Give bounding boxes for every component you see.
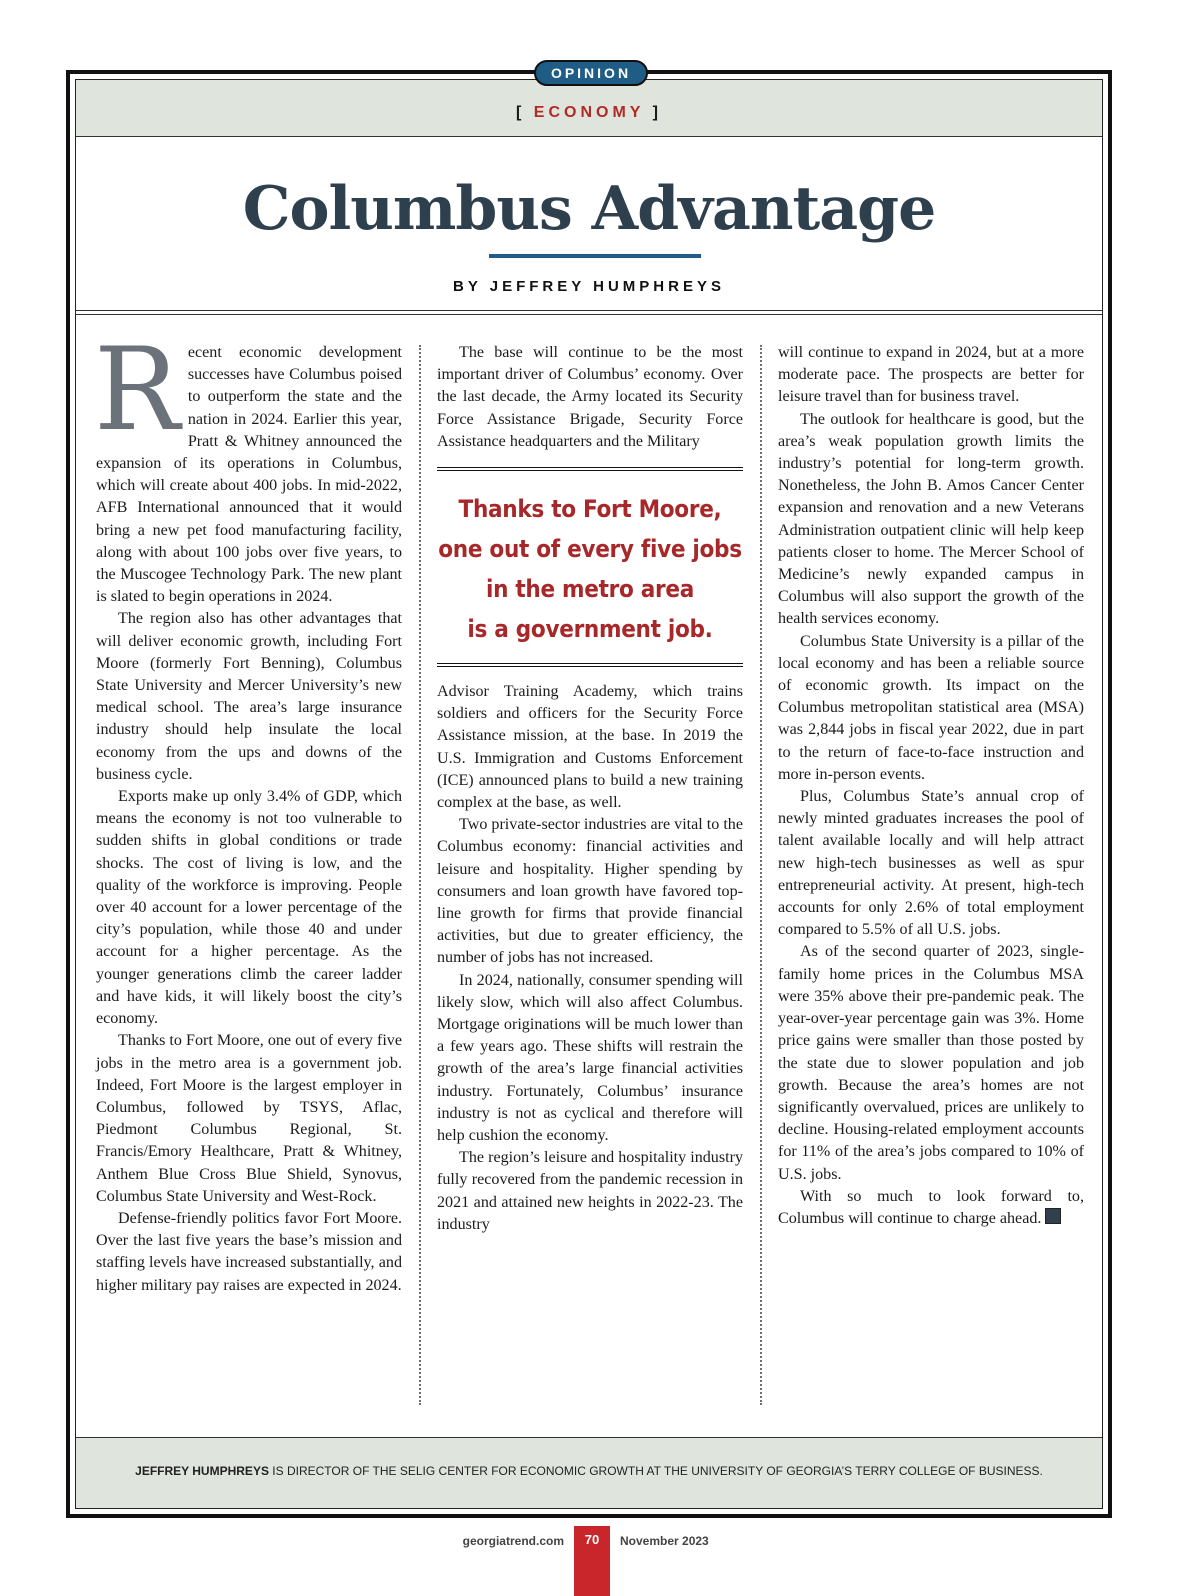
author-bio	[76, 1464, 1102, 1478]
section-bracket-close: ]	[644, 104, 662, 121]
article-column-1	[94, 323, 402, 1297]
end-mark-icon	[1045, 1208, 1061, 1224]
paragraph: Advisor Training Academy, which trains soldiers and officers for the Security Force Assistance mission, at the base. In 2019 the U.S. Immigration and Customs Enforcement (ICE) announced plans to build a new training complex at the base, as well.	[437, 683, 743, 812]
paragraph: The region’s leisure and hospitality industry fully recovered from the pandemic recession in 2021 and attained new heights in 2022-23. The industry	[437, 1149, 743, 1233]
article-inner-frame	[75, 79, 1103, 1509]
footer-issue-date: November 2023	[620, 1534, 709, 1548]
page-footer	[0, 1526, 1200, 1596]
paragraph: The base will continue to be the most important driver of Columbus’ economy. Over the last decade, the Army located its Security Force Assistance Brigade, Security Force Assistance headquarters and the Military	[437, 344, 743, 450]
paragraph: In 2024, nationally, consumer spending will likely slow, which will also affect Columbus. Mortgage originations will be much lower than a few years ago. These shifts will restrain the growth of the area’s large financial activities industry. Fortunately, Columbus’ insurance industry is not as cyclical and therefore will help cushion the economy.	[437, 971, 743, 1145]
article-column-3	[778, 342, 1084, 1230]
title-underline	[489, 254, 701, 258]
page-number: 70	[574, 1526, 610, 1596]
pull-quote	[437, 467, 743, 667]
author-bio-name: JEFFREY HUMPHREYS	[135, 1464, 269, 1478]
paragraph: Exports make up only 3.4% of GDP, which means the economy is not too vulnerable to sudden shifts in global conditions or trade shocks. The cost of living is low, and the quality of the workforce is improving. People over 40 account for a lower percentage of the city’s population, while those 40 and under account for a higher percentage. As the younger generations climb the career ladder and have kids, it will likely boost the city’s economy.	[96, 788, 402, 1028]
column-divider-2	[760, 345, 762, 1405]
paragraph-final	[778, 1186, 1084, 1230]
paragraph: Columbus State University is a pillar of the local economy and has been a reliable source of economic growth. Its impact on the Columbus metropolitan statistical area (MSA) was 2,844 jobs in fiscal year 2022, due in part to the return of face-to-face instruction and more in-person events.	[778, 632, 1084, 783]
paragraph: Thanks to Fort Moore, one out of every five jobs in the metro area is a government job. Indeed, Fort Moore is the largest employer in Columbus, followed by TSYS, Aflac, Piedmont Columbus Regional, St. Francis/Emory Healthcare, Pratt & Whitney, Anthem Blue Cross Blue Shield, Synovus, Columbus State University and West-Rock.	[96, 1032, 402, 1205]
article-column-2	[437, 342, 743, 1236]
paragraph: The outlook for healthcare is good, but the area’s weak population growth limits the industry’s potential for long-term growth. Nonetheless, the John B. Amos Cancer Center expansion and renovation and a new Veterans Administration outpatient clinic will help keep patients closer to home. The Mercer School of Medicine’s newly expanded campus in Columbus will also support the growth of the health services economy.	[778, 410, 1084, 628]
section-word: ECONOMY	[533, 104, 645, 121]
final-paragraph-text: With so much to look forward to, Columbus will continue to charge ahead.	[778, 1187, 1084, 1227]
paragraph: Plus, Columbus State’s annual crop of newly minted graduates increases the pool of talent available locally and will help attract new high-tech businesses as well as spur entrepreneurial activity. At present, high-tech accounts for only 2.6% of total employment compared to 5.5% of all U.S. jobs.	[778, 788, 1084, 939]
footer-site: georgiatrend.com	[462, 1534, 564, 1548]
bio-band	[76, 1437, 1102, 1508]
drop-cap: R	[94, 323, 180, 456]
column-divider-1	[419, 345, 421, 1405]
article-frame	[66, 70, 1112, 1518]
paragraph: ecent economic development successes have Columbus poised to outperform the state and the nation in 2024. Earlier this year, Pratt & Whitney announced the expansion of its operations in Columbus, which will create about 400 jobs. In mid-2022, AFB International announced that it would bring a new pet food manufacturing facility, along with about 100 jobs over five years, to the Muscogee Technology Park. The new plant is slated to begin operations in 2024.	[96, 344, 402, 606]
author-bio-text: IS DIRECTOR OF THE SELIG CENTER FOR ECONOMIC GROWTH AT THE UNIVERSITY OF GEORGIA’S TERRY COLLEGE OF BUSINESS.	[268, 1464, 1043, 1478]
section-bracket-open: [	[516, 104, 534, 121]
paragraph: As of the second quarter of 2023, single-family home prices in the Columbus MSA were 35% above their pre-pandemic peak. The year-over-year percentage gain was 3%. Home price gains were smaller than those posted by the state due to slower population and job growth. Because the area’s homes are not significantly overvalued, prices are unlikely to decline. Housing-related employment accounts for 11% of the area’s jobs compared to 10% of U.S. jobs.	[778, 943, 1084, 1183]
paragraph: The region also has other advantages that will deliver economic growth, including Fort Moore (formerly Fort Benning), Columbus State University and Mercer University’s new medical school. The area’s large insurance industry should help insulate the local economy from the ups and downs of the business cycle.	[96, 610, 402, 783]
header-band	[76, 80, 1102, 137]
paragraph: Defense-friendly politics favor Fort Moore. Over the last five years the base’s mission and staffing levels have increased substantially, and higher military pay raises are expected in 2024.	[96, 1209, 402, 1294]
header-rule-top	[76, 310, 1102, 311]
opinion-badge: OPINION	[534, 60, 648, 86]
pull-quote-line: Thanks to Fort Moore,	[458, 495, 722, 524]
pull-quote-line: one out of every five jobs	[438, 535, 742, 564]
paragraph: Two private-sector industries are vital to the Columbus economy: financial activities and leisure and hospitality. Higher spending by consumers and loan growth have favored top-line growth for firms that provide financial activities, but due to greater efficiency, the number of jobs has not increased.	[437, 816, 743, 967]
pull-quote-line: is a government job.	[467, 615, 713, 644]
page-title: Columbus Advantage	[242, 174, 936, 244]
pull-quote-line: in the metro area	[486, 575, 694, 604]
paragraph: will continue to expand in 2024, but at a more moderate pace. The prospects are better for leisure travel than for business travel.	[778, 344, 1084, 406]
section-label	[76, 104, 1102, 122]
header-rule-bottom	[76, 314, 1102, 315]
byline: BY JEFFREY HUMPHREYS	[453, 278, 725, 295]
